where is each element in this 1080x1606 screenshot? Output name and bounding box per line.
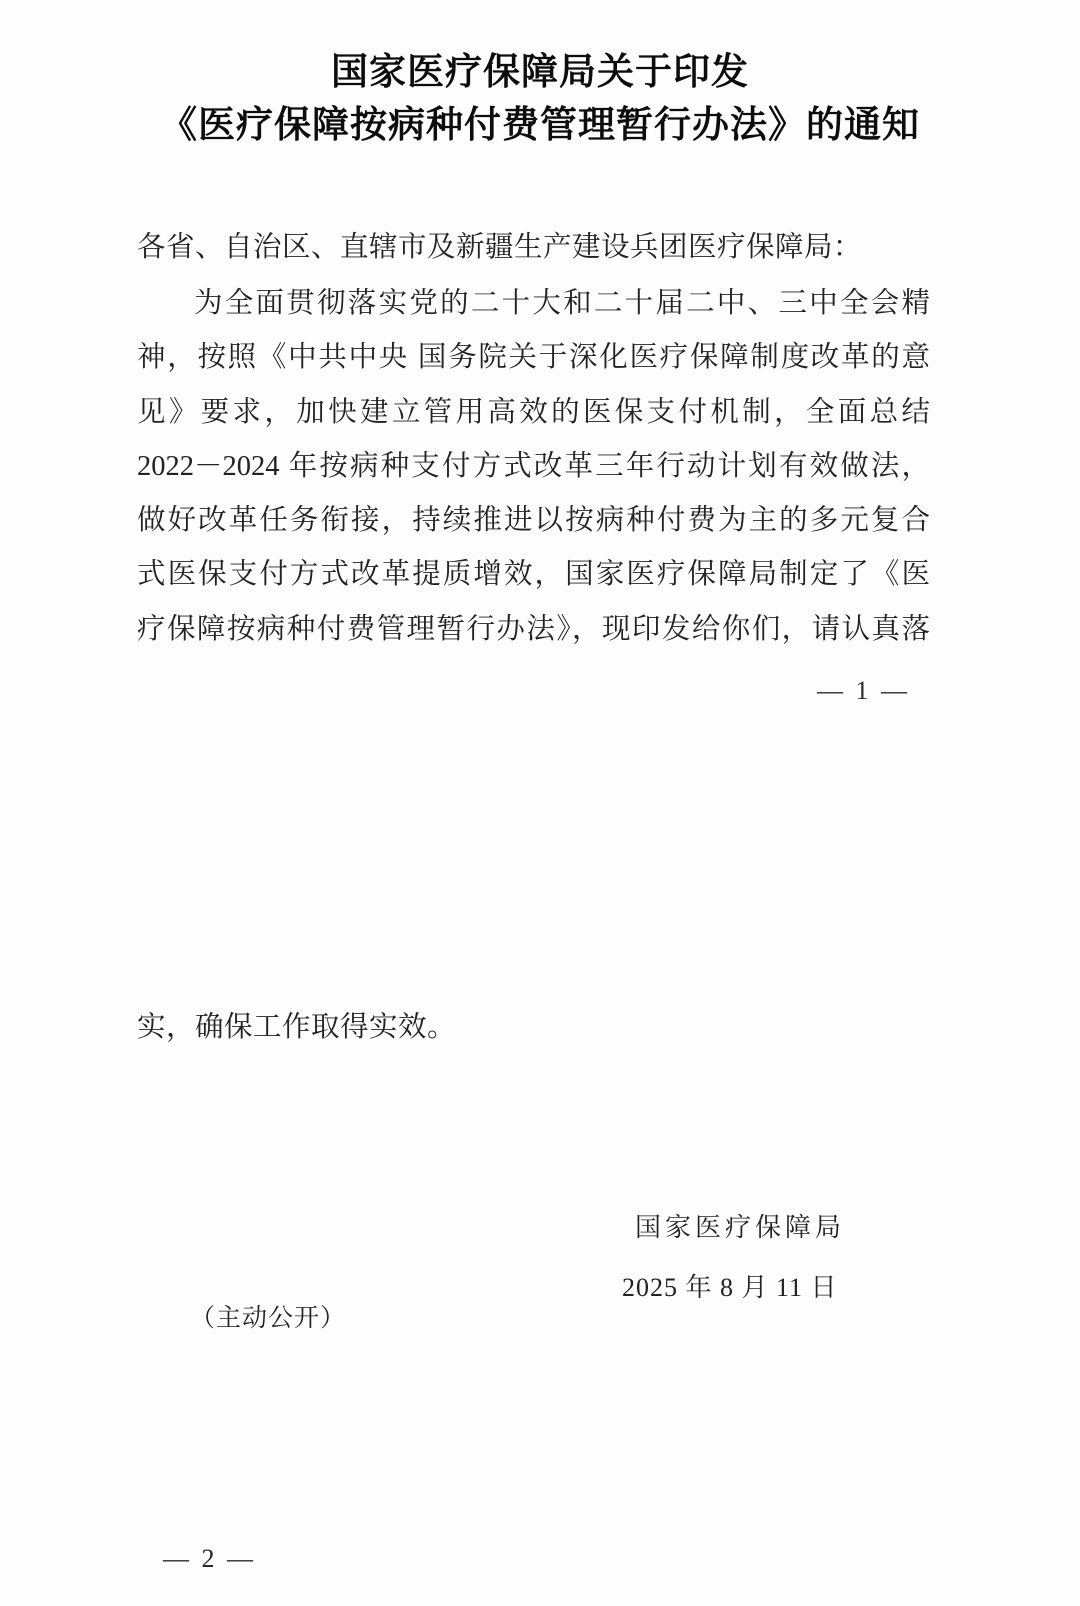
page-number-2: — 2 — [163, 1544, 256, 1573]
paragraph-line: 疗保障按病种付费管理暂行办法》，现印发给你们，请认真落 [137, 613, 930, 645]
paragraph-line: 为全面贯彻落实党的二十大和二十届二中、三中全会精 [194, 288, 930, 319]
paragraph-line: 见》要求，加快建立管用高效的医保支付机制，全面总结 [137, 396, 930, 428]
paragraph-line: 神，按照《中共中央 国务院关于深化医疗保障制度改革的意 [137, 342, 930, 374]
paragraph-line: 2022－2024 年按病种支付方式改革三年行动计划有效做法， [137, 450, 930, 482]
body-paragraph [137, 277, 930, 657]
signature-issuer: 国家医疗保障局 [635, 1213, 846, 1242]
document-title-line2: 《医疗保障按病种付费管理暂行办法》的通知 [160, 105, 920, 146]
paragraph-continuation-line: 实，确保工作取得实效。 [137, 1012, 457, 1043]
paragraph-line: 做好改革任务衔接，持续推进以按病种付费为主的多元复合 [137, 505, 930, 537]
paragraph-line: 式医保支付方式改革提质增效，国家医疗保障局制定了《医 [137, 559, 930, 591]
disclosure-note: （主动公开） [190, 1305, 347, 1332]
signature-date: 2025 年 8 月 11 日 [622, 1273, 838, 1302]
document-title-line1: 国家医疗保障局关于印发 [331, 52, 749, 93]
page-number-1: — 1 — [817, 676, 910, 705]
salutation-line: 各省、自治区、直辖市及新疆生产建设兵团医疗保障局： [137, 232, 863, 263]
